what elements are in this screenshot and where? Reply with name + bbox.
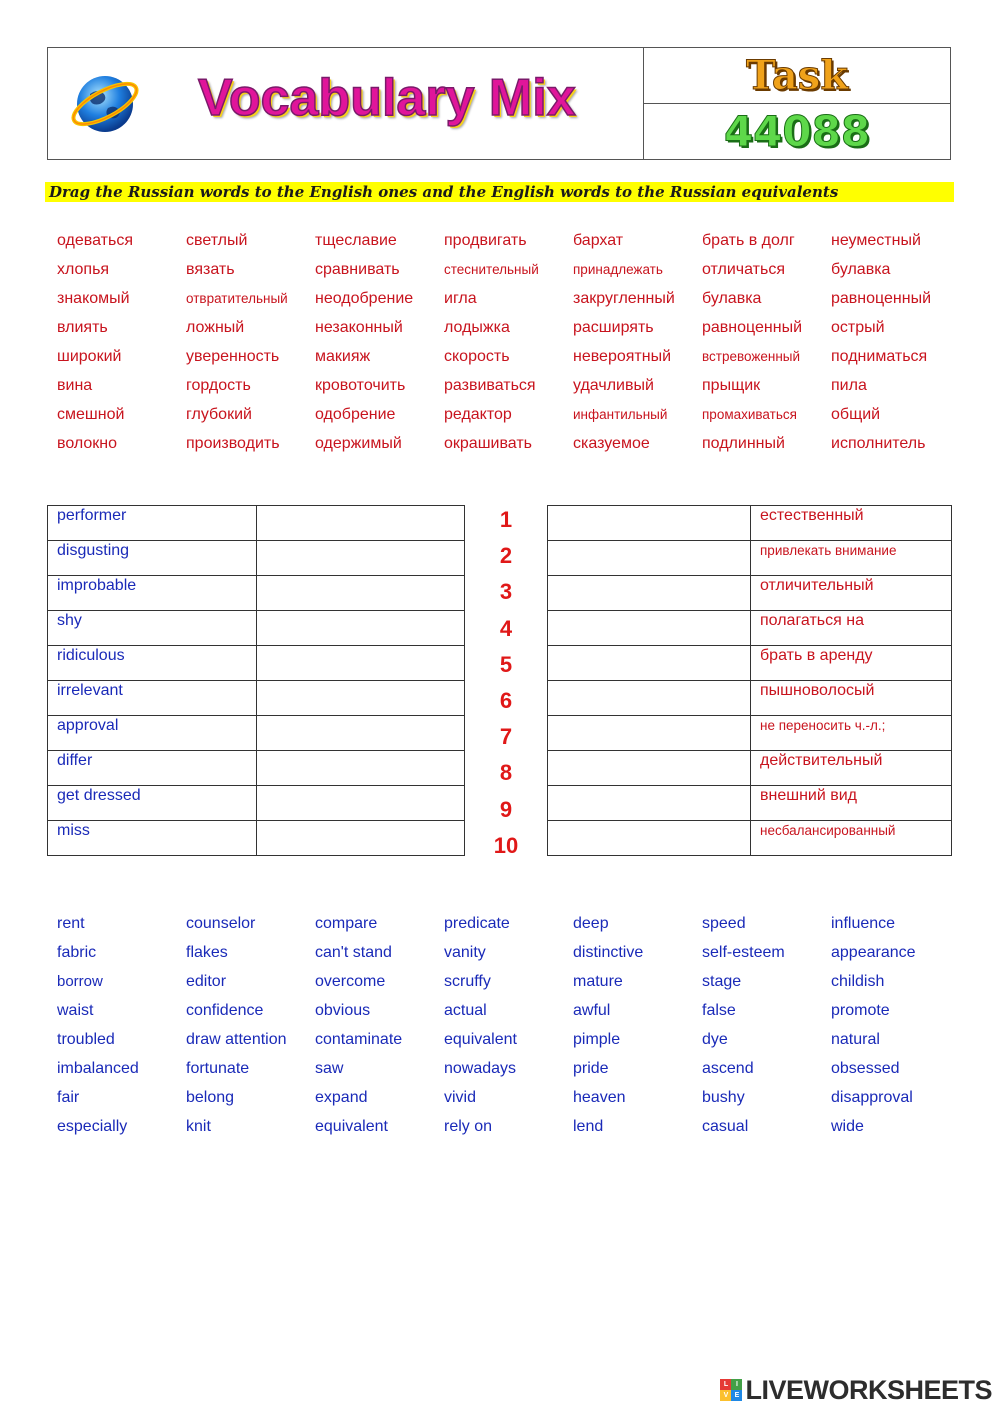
english-word[interactable]: wide — [831, 1118, 864, 1135]
russian-word[interactable]: редактор — [444, 406, 512, 423]
logo-title-cell — [48, 48, 644, 159]
table-row — [48, 611, 465, 646]
russian-word[interactable]: глубокий — [186, 406, 252, 423]
drop-zone[interactable] — [548, 541, 751, 576]
russian-word[interactable]: уверенность — [186, 348, 280, 365]
russian-word[interactable]: лодыжка — [444, 319, 510, 336]
english-word[interactable]: fortunate — [186, 1060, 250, 1077]
russian-word[interactable]: встревоженный — [702, 349, 801, 364]
russian-word[interactable]: хлопья — [57, 261, 110, 278]
russian-word[interactable]: кровоточить — [315, 377, 406, 394]
english-word[interactable]: pride — [573, 1060, 609, 1077]
russian-match-table — [547, 505, 952, 856]
russian-word[interactable]: одобрение — [315, 406, 396, 423]
russian-word[interactable]: тщеславие — [315, 232, 397, 249]
russian-word[interactable]: одержимый — [315, 435, 402, 452]
english-word[interactable]: editor — [186, 973, 227, 990]
russian-word[interactable]: равноценный — [702, 319, 803, 336]
russian-word[interactable]: отвратительный — [186, 291, 288, 306]
russian-word[interactable]: неуместный — [831, 232, 921, 249]
drop-zone[interactable] — [257, 681, 465, 716]
table-row — [548, 716, 952, 751]
russian-target-word: несбалансированный — [751, 821, 952, 856]
english-word[interactable]: draw attention — [186, 1031, 287, 1048]
english-word[interactable]: predicate — [444, 915, 510, 932]
english-word[interactable]: knit — [186, 1118, 211, 1135]
russian-word[interactable]: сказуемое — [573, 435, 650, 452]
english-word[interactable]: fabric — [57, 944, 97, 961]
drop-zone[interactable] — [257, 506, 465, 541]
english-word[interactable]: ascend — [702, 1060, 754, 1077]
table-row — [48, 646, 465, 681]
english-word[interactable]: vanity — [444, 944, 486, 961]
task-label: Task — [644, 48, 950, 104]
russian-target-word: не переносить ч.-л.; — [751, 716, 952, 751]
russian-target-word: полагаться на — [751, 611, 952, 646]
english-target-word: miss — [48, 821, 257, 856]
english-target-word: get dressed — [48, 786, 257, 821]
badge-letter: V — [720, 1390, 731, 1401]
liveworksheets-logo[interactable] — [720, 1375, 992, 1405]
row-number: 4 — [499, 615, 513, 641]
drop-zone[interactable] — [548, 821, 751, 856]
english-word[interactable]: imbalanced — [57, 1060, 139, 1077]
english-word[interactable]: self-esteem — [702, 944, 785, 961]
english-word[interactable]: awful — [573, 1002, 611, 1019]
english-target-word: performer — [48, 506, 257, 541]
english-word[interactable]: dye — [702, 1031, 728, 1048]
table-row — [548, 786, 952, 821]
russian-word[interactable]: окрашивать — [444, 435, 532, 452]
liveworksheets-badge-icon — [720, 1379, 742, 1401]
russian-word[interactable]: незаконный — [315, 319, 403, 336]
english-word[interactable]: especially — [57, 1118, 128, 1135]
english-word[interactable]: actual — [444, 1002, 487, 1019]
drop-zone[interactable] — [257, 786, 465, 821]
russian-word[interactable]: стеснительный — [444, 262, 539, 277]
russian-target-word: естественный — [751, 506, 952, 541]
drop-zone[interactable] — [257, 576, 465, 611]
russian-word[interactable]: инфантильный — [573, 407, 668, 422]
russian-word[interactable]: булавка — [831, 261, 891, 278]
english-target-word: differ — [48, 751, 257, 786]
table-row — [548, 681, 952, 716]
english-word[interactable]: deep — [573, 915, 609, 932]
russian-word[interactable]: бархат — [573, 232, 624, 249]
english-word[interactable]: lend — [573, 1118, 604, 1135]
table-row — [48, 751, 465, 786]
russian-word[interactable]: игла — [444, 290, 477, 307]
russian-target-word: привлекать внимание — [751, 541, 952, 576]
page-title: Vocabulary Mix — [198, 69, 576, 127]
russian-word[interactable]: промахиваться — [702, 407, 797, 422]
russian-word[interactable]: булавка — [702, 290, 762, 307]
english-word[interactable]: scruffy — [444, 973, 491, 990]
english-word[interactable]: promote — [831, 1002, 890, 1019]
russian-word[interactable]: светлый — [186, 232, 248, 249]
table-row — [48, 786, 465, 821]
row-number: 7 — [499, 724, 513, 750]
table-row — [48, 681, 465, 716]
english-target-word: approval — [48, 716, 257, 751]
english-word[interactable]: expand — [315, 1089, 368, 1106]
russian-target-word: внешний вид — [751, 786, 952, 821]
english-target-word: disgusting — [48, 541, 257, 576]
russian-word[interactable]: прыщик — [702, 377, 761, 394]
drop-zone[interactable] — [257, 646, 465, 681]
russian-word[interactable]: сравнивать — [315, 261, 400, 278]
russian-word[interactable]: вина — [57, 377, 93, 394]
drop-zone[interactable] — [548, 646, 751, 681]
drop-zone[interactable] — [548, 751, 751, 786]
drop-zone[interactable] — [548, 716, 751, 751]
english-word[interactable]: appearance — [831, 944, 916, 961]
row-number: 1 — [499, 507, 513, 532]
english-word[interactable]: compare — [315, 915, 378, 932]
english-word[interactable]: can't stand — [315, 944, 392, 961]
russian-word[interactable]: расширять — [573, 319, 654, 336]
table-row — [48, 576, 465, 611]
english-word[interactable]: obvious — [315, 1002, 371, 1019]
table-row — [548, 576, 952, 611]
english-word[interactable]: flakes — [186, 944, 228, 961]
russian-word[interactable]: невероятный — [573, 348, 672, 365]
english-target-word: irrelevant — [48, 681, 257, 716]
russian-word[interactable]: общий — [831, 406, 881, 423]
russian-word[interactable]: гордость — [186, 377, 251, 394]
english-word[interactable]: disapproval — [831, 1089, 913, 1106]
english-word[interactable]: belong — [186, 1089, 235, 1106]
table-row — [548, 646, 952, 681]
drop-zone[interactable] — [548, 681, 751, 716]
table-row — [548, 611, 952, 646]
row-number: 3 — [499, 579, 513, 605]
english-word[interactable]: obsessed — [831, 1060, 900, 1077]
table-row — [548, 751, 952, 786]
russian-word[interactable]: макияж — [315, 348, 371, 365]
english-word[interactable]: natural — [831, 1031, 880, 1048]
english-word[interactable]: nowadays — [444, 1060, 517, 1077]
table-row — [48, 716, 465, 751]
drop-zone[interactable] — [257, 716, 465, 751]
russian-word[interactable]: отличаться — [702, 261, 786, 278]
russian-word[interactable]: неодобрение — [315, 290, 414, 307]
badge-letter: E — [731, 1390, 742, 1401]
english-word[interactable]: counselor — [186, 915, 256, 932]
russian-word[interactable]: знакомый — [57, 290, 130, 307]
russian-word[interactable]: брать в долг — [702, 232, 795, 249]
english-target-word: ridiculous — [48, 646, 257, 681]
english-word[interactable]: bushy — [702, 1089, 745, 1106]
russian-word[interactable]: подлинный — [702, 435, 785, 452]
drop-zone[interactable] — [257, 751, 465, 786]
english-word[interactable]: pimple — [573, 1031, 621, 1048]
drop-zone[interactable] — [548, 506, 751, 541]
russian-word[interactable]: удачливый — [573, 377, 654, 394]
russian-word[interactable]: ложный — [186, 319, 245, 336]
english-target-word: shy — [48, 611, 257, 646]
russian-word[interactable]: острый — [831, 319, 885, 336]
russian-target-word: брать в аренду — [751, 646, 952, 681]
english-word[interactable]: heaven — [573, 1089, 626, 1106]
table-row — [48, 821, 465, 856]
english-word[interactable]: stage — [702, 973, 742, 990]
row-number: 9 — [499, 796, 513, 822]
table-row — [548, 821, 952, 856]
drop-zone[interactable] — [548, 576, 751, 611]
english-word[interactable]: equivalent — [444, 1031, 517, 1048]
row-numbers — [474, 505, 538, 867]
russian-word[interactable]: пила — [831, 377, 867, 394]
english-word[interactable]: speed — [702, 915, 746, 932]
drop-zone[interactable] — [257, 541, 465, 576]
english-word[interactable]: overcome — [315, 973, 386, 990]
drop-zone[interactable] — [257, 821, 465, 856]
table-row — [548, 541, 952, 576]
russian-word[interactable]: влиять — [57, 319, 108, 336]
russian-word[interactable]: принадлежать — [573, 262, 663, 277]
english-word[interactable]: distinctive — [573, 944, 644, 961]
russian-word[interactable]: исполнитель — [831, 435, 926, 452]
english-word[interactable]: childish — [831, 973, 885, 990]
russian-word[interactable]: скорость — [444, 348, 510, 365]
english-word[interactable]: confidence — [186, 1002, 264, 1019]
english-word[interactable]: troubled — [57, 1031, 115, 1048]
english-word[interactable]: contaminate — [315, 1031, 403, 1048]
english-word-bank — [57, 909, 957, 1141]
russian-word[interactable]: вязать — [186, 261, 235, 278]
instruction-bar: Drag the Russian words to the English ones and the English words to the Russian equivalents — [45, 182, 954, 202]
russian-word[interactable]: закругленный — [573, 290, 675, 307]
english-word[interactable]: casual — [702, 1118, 749, 1135]
row-number: 2 — [499, 543, 513, 569]
english-word[interactable]: vivid — [444, 1089, 477, 1106]
row-number: 5 — [499, 651, 513, 677]
russian-word[interactable]: подниматься — [831, 348, 928, 365]
drop-zone[interactable] — [548, 786, 751, 821]
russian-word[interactable]: производить — [186, 435, 280, 452]
task-cell — [644, 48, 950, 159]
russian-word-bank — [57, 226, 957, 458]
russian-word[interactable]: волокно — [57, 435, 118, 452]
russian-word[interactable]: продвигать — [444, 232, 527, 249]
english-word[interactable]: rely on — [444, 1118, 493, 1135]
russian-word[interactable]: одеваться — [57, 232, 133, 249]
english-word[interactable]: borrow — [57, 973, 103, 990]
english-word[interactable]: waist — [57, 1002, 94, 1019]
worksheet-header — [47, 47, 951, 160]
russian-target-word: отличительный — [751, 576, 952, 611]
english-word[interactable]: equivalent — [315, 1118, 388, 1135]
english-match-table — [47, 505, 465, 856]
english-word[interactable]: fair — [57, 1089, 80, 1106]
english-target-word: improbable — [48, 576, 257, 611]
drop-zone[interactable] — [548, 611, 751, 646]
english-word[interactable]: influence — [831, 915, 896, 932]
table-row — [48, 541, 465, 576]
row-number: 8 — [499, 760, 513, 786]
english-word[interactable]: saw — [315, 1060, 344, 1077]
table-row — [48, 506, 465, 541]
english-word[interactable]: rent — [57, 915, 85, 932]
table-row — [548, 506, 952, 541]
drop-zone[interactable] — [257, 611, 465, 646]
globe-icon — [68, 66, 142, 140]
row-number: 10 — [493, 832, 519, 858]
russian-word[interactable]: развиваться — [444, 377, 536, 394]
english-word[interactable]: false — [702, 1002, 736, 1019]
russian-word[interactable]: равноценный — [831, 290, 932, 307]
russian-target-word: действительный — [751, 751, 952, 786]
english-word[interactable]: mature — [573, 973, 623, 990]
liveworksheets-text: LIVEWORKSHEETS — [745, 1374, 992, 1405]
russian-target-word: пышноволосый — [751, 681, 952, 716]
badge-letter: L — [720, 1379, 731, 1390]
russian-word[interactable]: смешной — [57, 406, 125, 423]
task-number: 44088 — [723, 107, 871, 156]
row-number: 6 — [499, 687, 513, 713]
badge-letter: I — [731, 1379, 742, 1390]
russian-word[interactable]: широкий — [57, 348, 122, 365]
